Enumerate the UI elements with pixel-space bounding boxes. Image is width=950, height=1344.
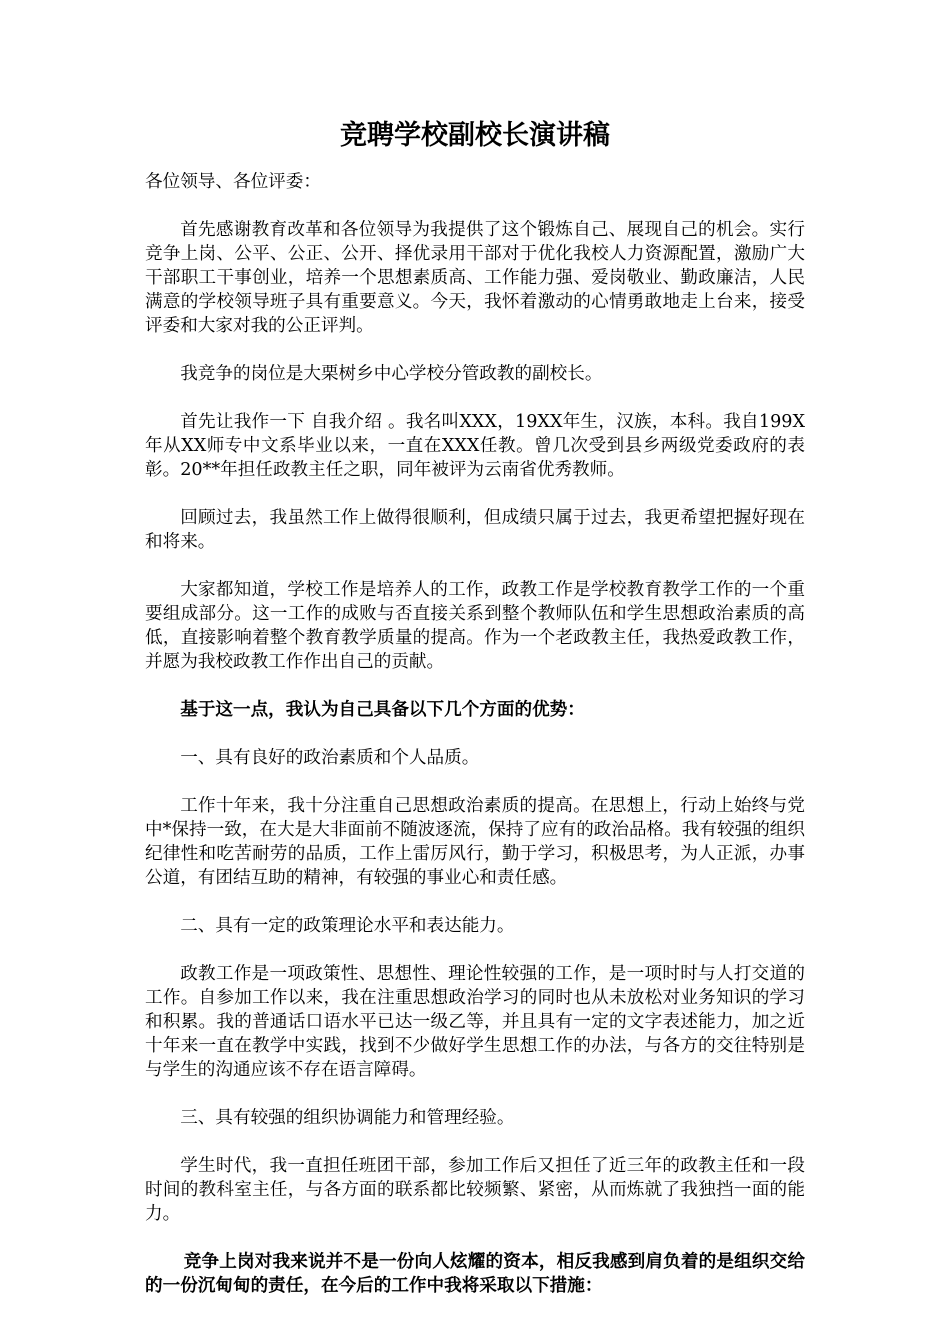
heading-measures: 竞争上岗对我来说并不是一份向人炫耀的资本，相反我感到肩负着的是组织交给的一份沉甸甸的责任，在今后的工作中我将采取以下措施： [145, 1251, 805, 1296]
paragraph-section-2: 政教工作是一项政策性、思想性、理论性较强的工作，是一项时时与人打交道的工作。自参加工作以来，我在注重思想政治学习的同时也从未放松对业务知识的学习和积累。我的普通话口语水平已达一级乙等，并且具有一定的文字表述能力，加之近十年来一直在教学中实践，找到不少做好学生思想工作的办法，与各方的交往特别是与学生的沟通应该不存在语言障碍。 [145, 964, 805, 1080]
paragraph-position: 我竞争的岗位是大栗树乡中心学校分管政教的副校长。 [180, 364, 603, 384]
paragraph-section-3: 学生时代，我一直担任班团干部，参加工作后又担任了近三年的政教主任和一段时间的教科室主任，与各方面的联系都比较频繁、紧密，从而炼就了我独挡一面的能力。 [145, 1156, 805, 1224]
paragraph-intro: 首先感谢教育改革和各位领导为我提供了这个锻炼自己、展现自己的机会。实行竞争上岗、公平、公正、公开、择优录用干部对于优化我校人力资源配置，激励广大干部职工干事创业，培养一个思想素质高、工作能力强、爱岗敬业、勤政廉洁，人民满意的学校领导班子具有重要意义。今天，我怀着激动的心情勇敢地走上台来，接受评委和大家对我的公正评判。 [145, 220, 805, 336]
document-title: 竞聘学校副校长演讲稿 [340, 120, 610, 151]
paragraph-political-work: 大家都知道，学校工作是培养人的工作，政教工作是学校教育教学工作的一个重要组成部分。这一工作的成败与否直接关系到整个教师队伍和学生思想政治素质的高低，直接影响着整个教育教学质量的提高。作为一个老政教主任，我热爱政教工作，并愿为我校政教工作作出自己的贡献。 [145, 580, 805, 672]
paragraph-review: 回顾过去，我虽然工作上做得很顺利，但成绩只属于过去，我更希望把握好现在和将来。 [145, 508, 805, 552]
paragraph-section-1: 工作十年来，我十分注重自己思想政治素质的提高。在思想上，行动上始终与党中*保持一致，在大是大非面前不随波逐流，保持了应有的政治品格。我有较强的组织纪律性和吃苦耐劳的品质，工作上雷厉风行，勤于学习，积极思考，为人正派，办事公道，有团结互助的精神，有较强的事业心和责任感。 [145, 796, 805, 888]
document-body [145, 170, 805, 1298]
heading-advantages: 基于这一点，我认为自己具备以下几个方面的优势： [180, 699, 585, 720]
section-heading-1: 一、具有良好的政治素质和个人品质。 [180, 748, 480, 768]
greeting: 各位领导、各位评委： [145, 172, 321, 192]
section-heading-3: 三、具有较强的组织协调能力和管理经验。 [180, 1108, 515, 1128]
section-heading-2: 二、具有一定的政策理论水平和表达能力。 [180, 916, 515, 936]
paragraph-self-introduction: 首先让我作一下 自我介绍 。我名叫XXX，19XX年生，汉族，本科。我自199X年从XX师专中文系毕业以来，一直在XXX任教。曾几次受到县乡两级党委政府的表彰。20**年担任政教主任之职，同年被评为云南省优秀教师。 [145, 412, 805, 480]
